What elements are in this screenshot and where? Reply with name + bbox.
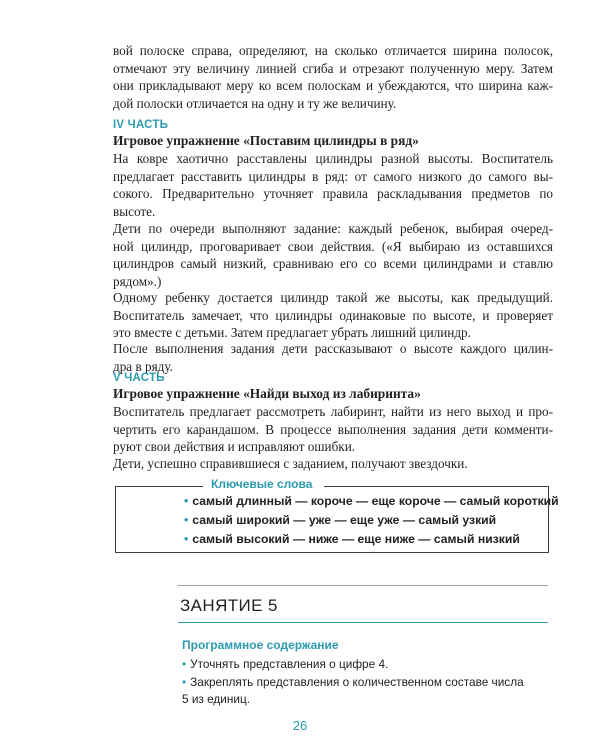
- text-line: дра в ряду.: [113, 358, 173, 374]
- paragraph: [113, 220, 553, 290]
- text-line: После выполнения задания дети рассказывают о высоте каждого цилин-: [113, 341, 553, 356]
- bullet-icon: •: [182, 657, 187, 671]
- keyword-text: самый высокий — ниже — еще ниже — самый низкий: [192, 532, 520, 546]
- text-line: чертить его карандашом. В процессе выполнения задания дети комменти-: [113, 421, 553, 437]
- text-line: ной цилиндр, проговаривает свои действия. («Я выбираю из оставшихся: [113, 238, 553, 254]
- keyword-item: [184, 513, 496, 527]
- text-line: дой полоски отличается на одну и ту же величину.: [113, 95, 397, 111]
- program-item-text: Закреплять представления о количественном составе числа: [190, 675, 524, 689]
- paragraph: [113, 150, 553, 220]
- bullet-icon: •: [182, 675, 187, 689]
- paragraph: [113, 455, 553, 473]
- text-line: высоте.: [113, 203, 156, 219]
- text-line: сокого. Предварительно уточняет правила раскладывания предметов по: [113, 186, 553, 202]
- section-label-part-5: V ЧАСТЬ: [113, 372, 165, 384]
- text-line: Воспитатель предлагает рассмотреть лабиринт, найти из него выход и про-: [113, 404, 553, 419]
- text-line: цилиндров самый низкий, сравниваю его со всеми цилиндрами и ставлю: [113, 256, 553, 272]
- program-item-text: Уточнять представления о цифре 4.: [190, 657, 389, 671]
- text-line: На ковре хаотично расставлены цилиндры разной высоты. Воспитатель: [113, 151, 553, 166]
- program-item: [182, 675, 524, 689]
- text-line: Дети, успешно справившиеся с заданием, получают звездочки.: [113, 456, 468, 471]
- program-item: [182, 657, 388, 671]
- keyword-text: самый широкий — уже — еще уже — самый узкий: [192, 513, 497, 527]
- text-line: отмечают эту величину линией сгиба и отрезают полученную меру. Затем: [113, 60, 553, 76]
- bullet-icon: •: [184, 513, 189, 527]
- intro-paragraph: [113, 42, 553, 112]
- text-line: они прикладывают меру ко всем полоскам и убеждаются, что ширина каж-: [113, 78, 553, 94]
- keywords-box-top-border-left: [115, 486, 203, 487]
- keyword-text: самый длинный — короче — еще короче — самый короткий: [192, 494, 559, 508]
- text-line: это вместе с детьми. Затем предлагает убрать лишний цилиндр.: [113, 325, 471, 341]
- exercise-title-labyrinth: Игровое упражнение «Найди выход из лабиринта»: [113, 386, 421, 401]
- text-line: Одному ребенку достается цилиндр такой же высоты, как предыдущий.: [113, 290, 553, 305]
- text-line: вой полоске справа, определяют, на сколько отличается ширина полосок,: [113, 43, 553, 58]
- bullet-icon: •: [184, 532, 189, 546]
- paragraph: [113, 403, 553, 456]
- lesson-header-top-rule: [178, 585, 548, 586]
- paragraph: [113, 289, 553, 342]
- page-number: 26: [292, 718, 308, 733]
- exercise-title-cylinders: Игровое упражнение «Поставим цилиндры в ряд»: [113, 133, 419, 148]
- program-item-continuation: 5 из единиц.: [182, 692, 251, 706]
- keywords-box-top-border-right: [324, 486, 549, 487]
- text-line: руют свои действия и исправляют ошибки.: [113, 439, 356, 455]
- keywords-title: Ключевые слова: [205, 477, 318, 491]
- text-line: Дети по очереди выполняют задание: каждый ребенок, выбирая очеред-: [113, 221, 553, 236]
- section-label-part-4: IV ЧАСТЬ: [113, 119, 169, 131]
- text-line: рядом».): [113, 273, 162, 289]
- lesson-header-bottom-rule: [178, 622, 548, 623]
- program-content-title: Программное содержание: [182, 638, 339, 652]
- text-line: Воспитатель замечает, что цилиндры одинаковые по высоте, и проверяет: [113, 307, 553, 323]
- keyword-item: [184, 532, 520, 546]
- text-line: предлагает расставить цилиндры в ряд: от самого низкого до самого вы-: [113, 168, 553, 184]
- lesson-title: ЗАНЯТИЕ 5: [180, 596, 278, 615]
- paragraph: [113, 340, 553, 375]
- bullet-icon: •: [184, 494, 189, 508]
- keyword-item: [184, 494, 559, 508]
